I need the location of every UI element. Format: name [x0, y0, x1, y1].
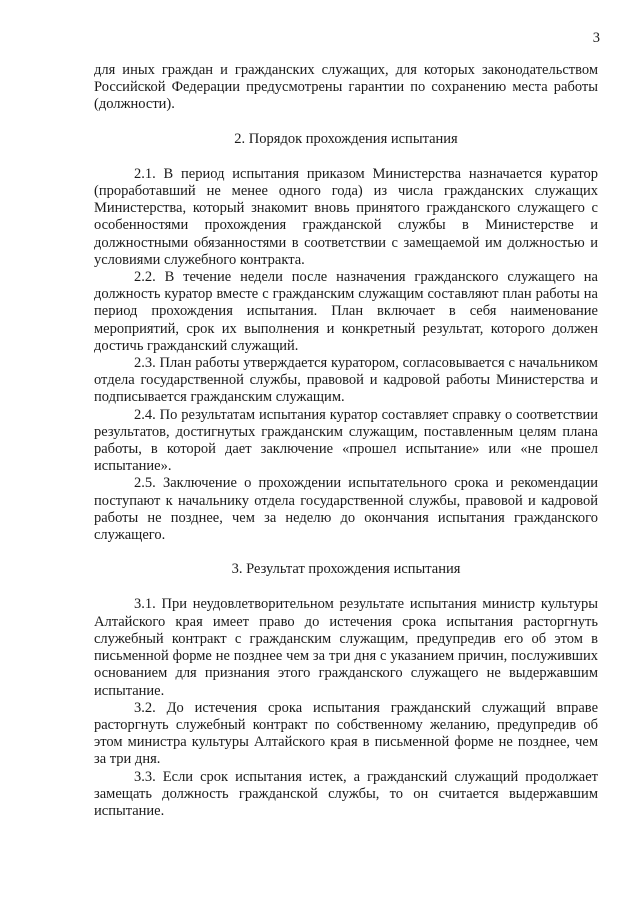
paragraph-2-1: 2.1. В период испытания приказом Министерства назначается куратор (проработавший не менее одного года) из числа гражданских служащих Министерства, который знакомит вновь принятого гражданского служащего с особенностями прохождения гражданской службы в Министерстве и должностными обязанностями в соответствии с замещаемой им должностью и условиями служебного контракта. [94, 165, 598, 268]
paragraph-3-2: 3.2. До истечения срока испытания гражданский служащий вправе расторгнуть служебный контракт по собственному желанию, предупредив об этом министра культуры Алтайского края в письменной форме не позднее, чем за три дня. [94, 699, 598, 768]
intro-paragraph: для иных граждан и гражданских служащих, для которых законодательством Российской Федерации предусмотрены гарантии по сохранению места работы (должности). [94, 62, 598, 113]
paragraph-2-2: 2.2. В течение недели после назначения гражданского служащего на должность куратор вместе с гражданским служащим составляют план работы на период прохождения испытания. План включает в себя наименование мероприятий, срок их выполнения и конкретный результат, которого должен достичь гражданский служащий. [94, 269, 598, 354]
paragraph-3-1: 3.1. При неудовлетворительном результате испытания министр культуры Алтайского края имеет право до истечения срока испытания расторгнуть служебный контракт с гражданским служащим, предупредив его об этом в письменной форме не позднее чем за три дня с указанием причин, послуживших основанием для признания этого гражданского служащего не выдержавшим испытание. [94, 596, 598, 699]
paragraph-3-3: 3.3. Если срок испытания истек, а гражданский служащий продолжает замещать должность гражданской службы, то он считается выдержавшим испытание. [94, 768, 598, 819]
document-body [94, 62, 598, 820]
paragraph-2-4: 2.4. По результатам испытания куратор составляет справку о соответствии результатов, достигнутых гражданским служащим, поставленным целям плана работы, в которой дает заключение «прошел испытание» или «не прошел испытание». [94, 406, 598, 475]
paragraph-2-3: 2.3. План работы утверждается куратором, согласовывается с начальником отдела государственной службы, правовой и кадровой работы Министерства и подписывается гражданским служащим. [94, 355, 598, 406]
section-2-heading: 2. Порядок прохождения испытания [234, 130, 458, 147]
section-3-heading: 3. Результат прохождения испытания [231, 561, 461, 578]
page-number: 3 [592, 30, 600, 46]
paragraph-2-5: 2.5. Заключение о прохождении испытательного срока и рекомендации поступают к начальнику отдела государственной службы, правовой и кадровой работы не позднее, чем за неделю до окончания испытания гражданского служащего. [94, 475, 598, 544]
